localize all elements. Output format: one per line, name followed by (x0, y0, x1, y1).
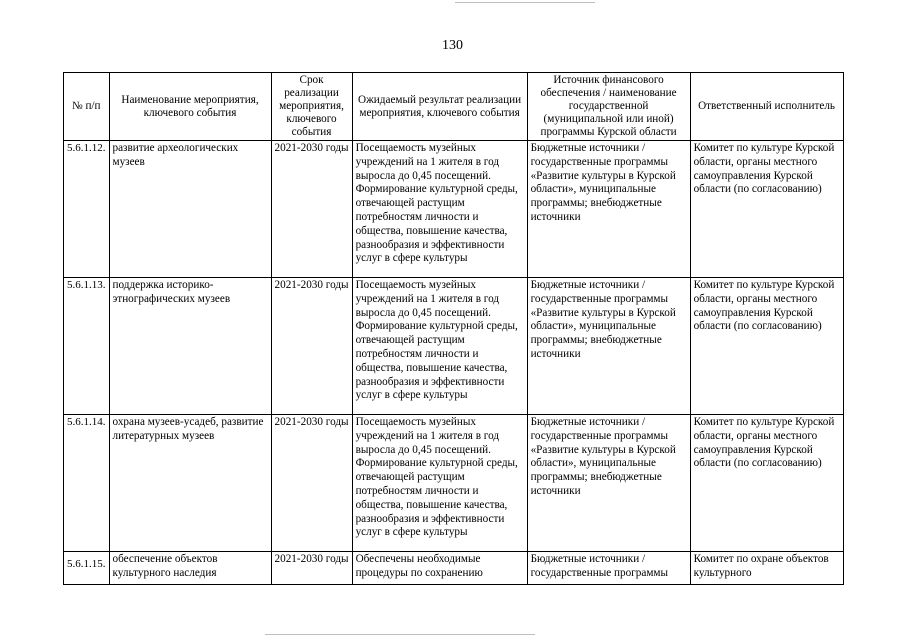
cell-name: охрана музеев-усадеб, развитие литературных музеев (109, 415, 271, 552)
cell-term: 2021-2030 годы (271, 415, 352, 552)
header-name: Наименование мероприятия, ключевого события (109, 73, 271, 141)
table-row (64, 141, 844, 278)
cell-name: развитие археологических музеев (109, 141, 271, 278)
table-row (64, 278, 844, 415)
header-executor: Ответственный исполнитель (690, 73, 843, 141)
cell-executor: Комитет по культуре Курской области, органы местного самоуправления Курской области (по согласованию) (690, 141, 843, 278)
cell-source: Бюджетные источники / государственные программы «Развитие культуры в Курской области», муниципальные программы; внебюджетные источники (527, 415, 690, 552)
cell-num: 5.6.1.12. (64, 141, 110, 278)
cell-executor: Комитет по культуре Курской области, органы местного самоуправления Курской области (по согласованию) (690, 278, 843, 415)
cell-name: поддержка историко-этнографических музеев (109, 278, 271, 415)
cell-source: Бюджетные источники / государственные программы (527, 552, 690, 585)
header-num: № п/п (64, 73, 110, 141)
table-header-row (64, 73, 844, 141)
header-result: Ожидаемый результат реализации мероприятия, ключевого события (352, 73, 527, 141)
cell-num: 5.6.1.14. (64, 415, 110, 552)
cell-name: обеспечение объектов культурного наследия (109, 552, 271, 585)
cell-term: 2021-2030 годы (271, 141, 352, 278)
cell-result: Посещаемость музейных учреждений на 1 жителя в год выросла до 0,45 посещений. Формирование культурной среды, отвечающей растущим потребностям личности и общества, повышение качества, разнообразия и эффективности услуг в сфере культуры (352, 141, 527, 278)
header-term: Срок реализации мероприятия, ключевого события (271, 73, 352, 141)
header-source: Источник финансового обеспечения / наименование государственной (муниципальной или иной) программы Курской области (527, 73, 690, 141)
plan-table (63, 72, 844, 585)
cell-source: Бюджетные источники / государственные программы «Развитие культуры в Курской области», муниципальные программы; внебюджетные источники (527, 278, 690, 415)
scan-artifact-bottom (265, 634, 535, 635)
cell-result: Посещаемость музейных учреждений на 1 жителя в год выросла до 0,45 посещений. Формирование культурной среды, отвечающей растущим потребностям личности и общества, повышение качества, разнообразия и эффективности услуг в сфере культуры (352, 278, 527, 415)
cell-num: 5.6.1.15. (64, 552, 110, 585)
cell-term: 2021-2030 годы (271, 278, 352, 415)
scan-artifact-top (455, 2, 595, 3)
table-row (64, 552, 844, 585)
cell-result: Посещаемость музейных учреждений на 1 жителя в год выросла до 0,45 посещений. Формирование культурной среды, отвечающей растущим потребностям личности и общества, повышение качества, разнообразия и эффективности услуг в сфере культуры (352, 415, 527, 552)
page-number: 130 (442, 38, 463, 53)
cell-executor: Комитет по культуре Курской области, органы местного самоуправления Курской области (по согласованию) (690, 415, 843, 552)
cell-result: Обеспечены необходимые процедуры по сохранению (352, 552, 527, 585)
cell-executor: Комитет по охране объектов культурного (690, 552, 843, 585)
cell-num: 5.6.1.13. (64, 278, 110, 415)
table-row (64, 415, 844, 552)
cell-source: Бюджетные источники / государственные программы «Развитие культуры в Курской области», муниципальные программы; внебюджетные источники (527, 141, 690, 278)
cell-term: 2021-2030 годы (271, 552, 352, 585)
